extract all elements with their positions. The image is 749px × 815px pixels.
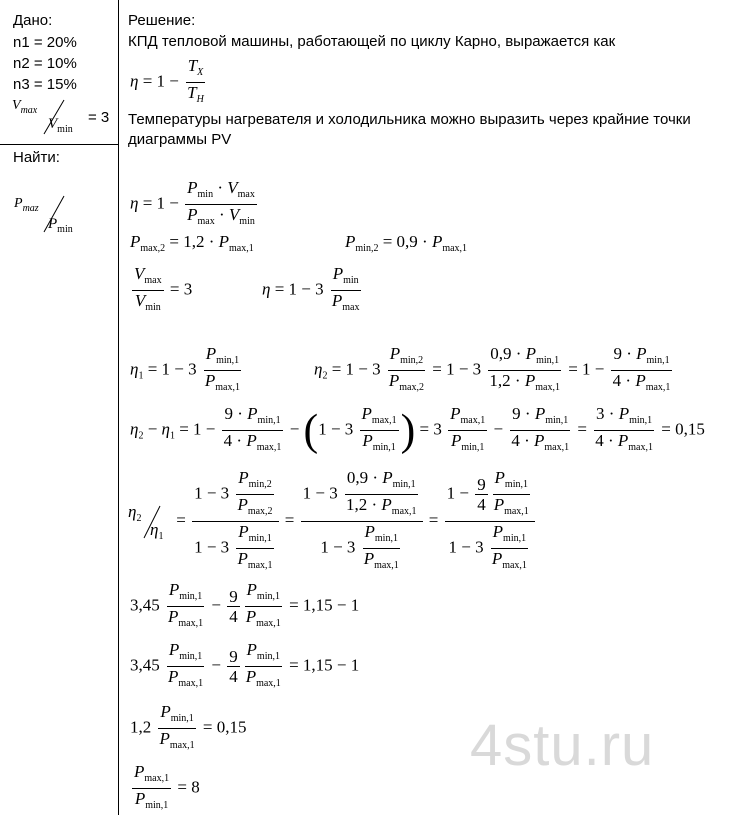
- result-difference: = 0,15: [661, 419, 705, 439]
- formula-step2: 3,45 $\frac{P_{min,1}}{P_{max,1}}$ − $\frac{9}{4}$ $\frac{P_{min,1}}{P_{max,1}}$ = 1,15 − 1: [130, 640, 360, 689]
- ratio-value: = 3: [88, 109, 110, 126]
- formula-step1: 3,45 $\frac{P_{min,1}}{P_{max,1}}$ − $\frac{9}{4}$ $\frac{P_{min,1}}{P_{max,1}}$ = 1,15 − 1: [130, 580, 360, 629]
- formula-pmax2: $P_{max,2} = 1,2 \cdot P_{max,1}$: [130, 232, 254, 254]
- formula-volume-ratio: $\frac{V_{max}}{V_{min}}$ = 3: [134, 264, 193, 313]
- given-label: Дано:: [13, 12, 53, 29]
- result-final: = 8: [177, 777, 200, 797]
- vertical-divider: [118, 0, 119, 815]
- formula-efficiency-pv: η = 1 − $\frac{P_{min} \cdot V_{max}}{P_{max} \cdot V_{min}}$: [130, 178, 255, 227]
- formula-eta-ratio: $\eta_2$ $\eta_1$ = 1 − 3 $\frac{P_{min,2}}{P_{max,2}}$ 1 − 3 $\frac{P_{min,1}}{P_{max,1}}$ = 1 − 3 $\frac{0,9 \cdot P_{min,1}}{1,2 \cdot P_{max,1}}$ 1 − 3 $\frac{P_{min,1}}{P_{max,1}}$ = 1 − $\frac{9}{4}$ $\frac{P_{min,1}}{P_{max,1}}$ 1 − 3 $\frac{P_{min,1}}{P_{max,1}}$: [128, 468, 537, 575]
- find-pressure-ratio: $P_{maz}$ $P_{min}$: [14, 196, 73, 235]
- given-volume-ratio: $V_{max}$ $V_{min}$ = 3: [12, 98, 110, 135]
- formula-eta1: $\eta_1 = 1 - 3$ $\frac{P_{min,1}}{P_{max,1}}$: [130, 344, 240, 393]
- formula-step3: 1,2 $\frac{P_{min,1}}{P_{max,1}}$ = 0,15: [130, 702, 247, 751]
- formula-pmin2: $P_{min,2} = 0,9 \cdot P_{max,1}$: [345, 232, 468, 254]
- solution-label: Решение:: [128, 12, 196, 29]
- find-label: Найти:: [13, 149, 60, 166]
- watermark: 4stu.ru: [470, 713, 655, 778]
- horizontal-divider: [0, 144, 118, 145]
- formula-efficiency-ratio: η = 1 − 3 $\frac{P_{min}}{P_{max}}$: [262, 264, 360, 313]
- solution-temps: Температуры нагревателя и холодильника можно выразить через крайние точки диаграммы PV: [128, 111, 691, 148]
- formula-eta-difference: $\eta_2 - \eta_1 = 1$ − $\frac{9 \cdot P_{min,1}}{4 \cdot P_{max,1}}$ − (1 − 3 $\frac{P_{max,1}}{P_{min,1}}$ ) = 3 $\frac{P_{max,1}}{P_{min,1}}$ − $\frac{9 \cdot P_{min,1}}{4 \cdot P_{max,1}}$ = $\frac{3 \cdot P_{min,1}}{4 \cdot P_{max,1}}$ = 0,15: [130, 404, 705, 455]
- formula-eta2: $\eta_2 = 1 - 3$ $\frac{P_{min,2}}{P_{max,2}}$ = 1 − 3 $\frac{0,9 \cdot P_{min,1}}{1,2 \cdot P_{max,1}}$ = 1 − $\frac{9 \cdot P_{min,1}}{4 \cdot P_{max,1}}$: [314, 344, 671, 393]
- solution-intro: КПД тепловой машины, работающей по циклу Карно, выражается как: [128, 33, 616, 50]
- given-n1: n1 = 20%: [13, 34, 77, 51]
- given-n3: n3 = 15%: [13, 76, 77, 93]
- given-n2: n2 = 10%: [13, 55, 77, 72]
- formula-efficiency: η = 1 − $\frac{T_X}{T_H}$: [130, 56, 204, 105]
- formula-final: $\frac{P_{max,1}}{P_{min,1}}$ = 8: [134, 762, 200, 811]
